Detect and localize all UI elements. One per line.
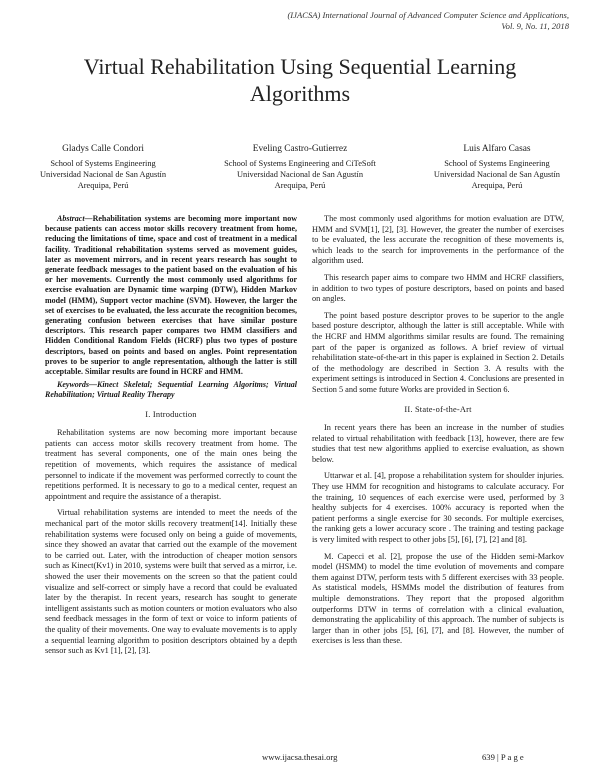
author-city: Arequipa, Perú xyxy=(471,181,523,190)
intro-paragraph-3: The most commonly used algorithms for motion evaluation are DTW, HMM and SVM[1], [2], [3]. However, the greater the number of exercises to be evaluated, the less accurate the recognition of these movements is, which leads to the search for improvements in the performance of the algorithm used. xyxy=(312,214,564,266)
right-column xyxy=(312,214,564,653)
intro-paragraph-2: Virtual rehabilitation systems are intended to meet the needs of the mechanical part of the motor skills recovery treatment[14]. Initially these rehabilitation systems were focused only on being a guide of movements, since they showed an avatar that carried out the example of the movement to be carried out. Later, with the introduction of cheaper motion sensors such as Kinect(Kv1) in 2010, systems were built that served as a mirror, i.e. showed the user their movements on the screen so that the patient could visualize and self-correct or simply have a record that could be evaluated later by the therapist. In recent years, research has sought to generate intelligent assistants such as motion counters or motion evaluators who also send feedback messages in the form of text or voice to inform patients of the quality of their movements. One way to evaluate movements is to apply a sequential learning algorithm to position descriptors obtained by a depth sensor such as Kv1 [1], [2], [3]. xyxy=(45,508,297,656)
keywords xyxy=(45,380,297,400)
footer-url: www.ijacsa.thesai.org xyxy=(262,752,338,762)
journal-name: (IJACSA) International Journal of Advanced Computer Science and Applications, xyxy=(287,10,569,20)
journal-volume: Vol. 9, No. 11, 2018 xyxy=(501,21,569,31)
author-school: School of Systems Engineering and CiTeSoft xyxy=(224,159,376,168)
author-city: Arequipa, Perú xyxy=(77,181,129,190)
sota-paragraph-2: Uttarwar et al. [4], propose a rehabilitation system for shoulder injuries. They use HMM for recognition and histograms to calculate accuracy. For the training, 10 sequences of each exercise were used, performed by 3 healthy subjects for 4 exercises. 100% accuracy is reported when the patient performs a single exercise for 30 seconds. For multiple exercises, the ranking gets a lower accuracy score . The training and testing package is very limited with respect to other jobs [5], [6], [7], [2] and [8]. xyxy=(312,471,564,545)
author-3 xyxy=(434,144,560,191)
abstract-text: Rehabilitation systems are becoming more important now because patients can access motor skills recovery treatment from home, reducing the limitations of time, space and cost of treatment in a medical facility. Traditional rehabilitation systems served as movement guides, later as movement mirrors, and in recent years research has sought to generate feedback messages to the patient based on the evaluation of his or her movements. Currently the most commonly used algorithms for exercise evaluation are Dynamic time warping (DTW), Hidden Markov model (HMM), Support vector machine (SVM). However, the larger the set of exercises to be evaluated, the less accurate the recognition becomes, generating confusion between exercises that have similar posture descriptors. This research paper compares two HMM classifiers and Hidden Conditional Random Fields (HCRF) plus two types of posture descriptors, based on points and based on angles. Point representation proves to be superior to angle representation, although the latter is still acceptable. Similar results are found in HCRF and HMM. xyxy=(45,214,297,377)
abstract xyxy=(45,214,297,377)
intro-paragraph-5: The point based posture descriptor proves to be superior to the angle based posture descriptor, although the latter is still acceptable. While with the HCRF and HMM algorithms similar results are found. The remaining part of the paper is organized as follows. A brief review of virtual rehabilitation state-of-the-art in this paper is explained in Section 2. Details of the methodology are described in Section 3. A results with the experiment settings is introduced in Section 4. Conclusions are presented in Section 5 and some future Works are provided in Section 6. xyxy=(312,310,564,394)
abstract-label: Abstract— xyxy=(57,214,93,223)
author-university: Universidad Nacional de San Agustín xyxy=(40,170,167,179)
page-number: 639 | P a g e xyxy=(482,752,524,762)
paper-title xyxy=(0,53,600,107)
title-line-2: Algorithms xyxy=(249,81,351,106)
keywords-label: Keywords— xyxy=(57,380,97,390)
author-school: School of Systems Engineering xyxy=(444,159,550,168)
sota-paragraph-1: In recent years there has been an increase in the number of studies related to virtual rehabilitation with feedback [13], however, there are few studies that test new algorithms applied to exercise evaluation, as shown below. xyxy=(312,423,564,464)
author-name: Luis Alfaro Casas xyxy=(463,144,531,154)
keywords-text: Kinect Skeletal; Sequential Learning Algoritms; Virtual Rehabilitation; Virtual Reality Therapy xyxy=(45,380,297,400)
author-1 xyxy=(40,144,166,191)
section-heading-state-of-the-art: II. State-of-the-Art xyxy=(404,404,472,414)
intro-paragraph-1: Rehabilitation systems are now becoming more important because patients can access motor skills recovery treatment from home. The treatment has several components, one of the main ones being the repetition of movements, which requires the assistance of medical personnel to indicate if the movement was performed correctly to count the repetitions performed. It is necessary to go to a medical center, request an appointment and require the assistance of a therapist. xyxy=(45,428,297,501)
author-name: Gladys Calle Condori xyxy=(62,144,144,154)
section-heading-introduction: I. Introduction xyxy=(145,409,197,419)
author-university: Universidad Nacional de San Agustín xyxy=(236,170,364,179)
journal-header xyxy=(287,10,569,32)
author-name: Eveling Castro-Gutierrez xyxy=(252,144,348,154)
author-school: School of Systems Engineering xyxy=(50,159,156,168)
author-university: Universidad Nacional de San Agustín xyxy=(433,170,560,179)
title-line-1: Virtual Rehabilitation Using Sequential Learning xyxy=(83,54,517,79)
author-city: Arequipa, Perú xyxy=(274,181,326,190)
author-block xyxy=(40,144,560,191)
author-2 xyxy=(224,144,376,191)
sota-paragraph-3: M. Capecci et al. [2], propose the use of the Hidden semi-Markov model (HSMM) to model the time evolution of movements and compare them against DTW, perform tests with 5 different exercises with 33 people. As statistical models, HSMMs model the distribution of features from multiple demonstrations. They report that the proposed algorithm outperforms DTW in terms of correlation with a clinical evaluation, demonstrating the applicability of this approach. The number of subjects is larger than in other jobs [5], [6], [7], and [8]. However, the number of exercises is less than these. xyxy=(312,551,564,646)
intro-paragraph-4: This research paper aims to compare two HMM and HCRF classifiers, in addition to two types of posture descriptors, based on points and based on angles. xyxy=(312,272,564,304)
left-column xyxy=(45,214,297,663)
